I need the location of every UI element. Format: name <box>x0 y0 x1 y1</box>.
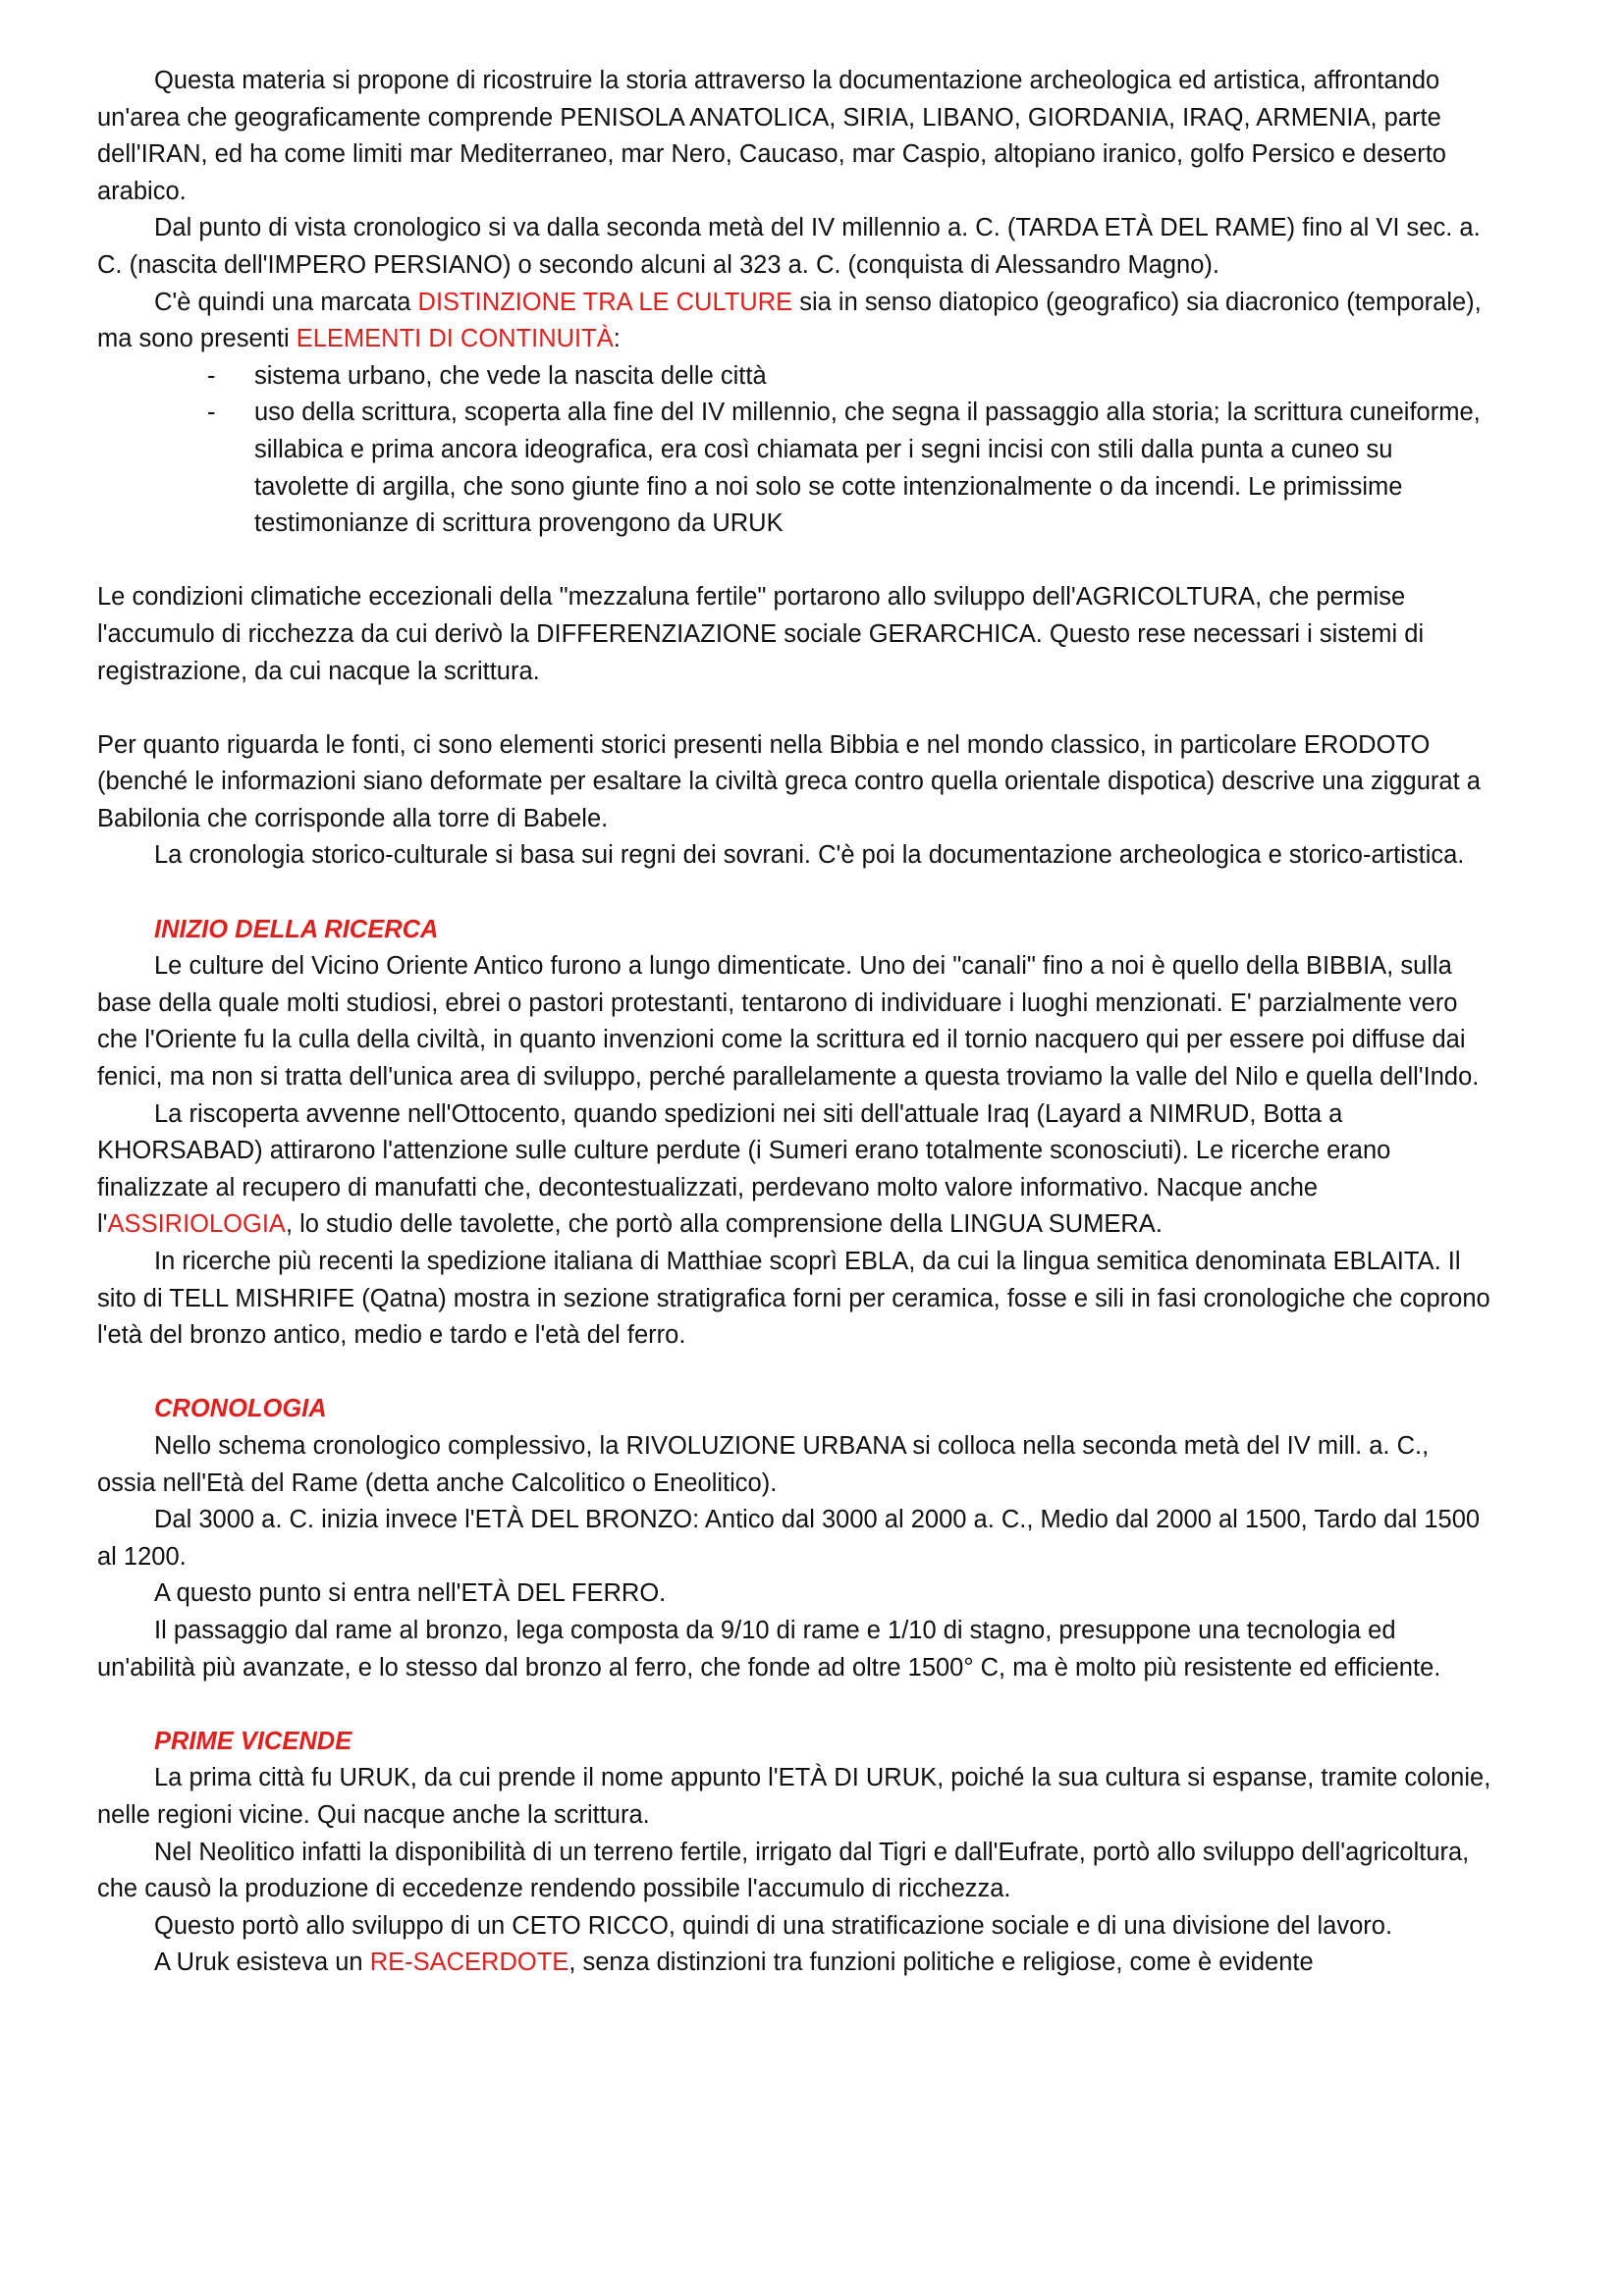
list-item <box>97 395 1491 542</box>
highlight-continuita: ELEMENTI DI CONTINUITÀ <box>296 325 614 353</box>
intro-paragraph-2: Dal punto di vista cronologico si va dalla seconda metà del IV millennio a. C. (TARDA ETÀ DEL RAME) fino al VI sec. a. C. (nascita dell'IMPERO PERSIANO) o secondo alcuni al 323 a. C. (conquista di Alessandro Magno). <box>97 214 1481 279</box>
vicende-p4-text-b: , senza distinzioni tra funzioni politiche e religiose, come è evidente <box>568 1949 1314 1977</box>
section-heading-cronologia: CRONOLOGIA <box>154 1395 327 1423</box>
ricerca-p2-text-b: , lo studio delle tavolette, che portò alla comprensione della LINGUA SUMERA. <box>285 1210 1163 1239</box>
vicende-p4-text-a: A Uruk esisteva un <box>154 1949 370 1977</box>
list-item-text: uso della scrittura, scoperta alla fine del IV millennio, che segna il passaggio alla storia; la scrittura cuneiforme, sillabica e prima ancora ideografica, era così chiamata per i segni incisi con stili dalla punta a cuneo su tavolette di argilla, che sono giunte fino a noi solo se cotte intenzionalmente o da incendi. Le primissime testimonianze di scrittura provengono da URUK <box>254 399 1481 538</box>
highlight-distinzione: DISTINZIONE TRA LE CULTURE <box>417 288 793 316</box>
vicende-paragraph-2: Nel Neolitico infatti la disponibilità di un terreno fertile, irrigato dal Tigri e dall'Eufrate, portò allo sviluppo dell'agricoltura, che causò la produzione di eccedenze rendendo possibile l'accumulo di ricchezza. <box>97 1838 1470 1903</box>
ricerca-paragraph-1: Le culture del Vicino Oriente Antico furono a lungo dimenticate. Uno dei "canali" fino a noi è quello della BIBBIA, sulla base della quale molti studiosi, ebrei o pastori protestanti, tentarono di individuare i luoghi menzionati. E' parzialmente vero che l'Oriente fu la culla della civiltà, in quanto invenzioni come la scrittura ed il tornio nacquero qui per essere poi diffuse dai fenici, ma non si tratta dell'unica area di sviluppo, perché parallelamente a questa troviamo la valle del Nilo e quella dell'Indo. <box>97 952 1480 1092</box>
cronologia-paragraph-1: Nello schema cronologico complessivo, la RIVOLUZIONE URBANA si colloca nella seconda metà del IV mill. a. C., ossia nell'Età del Rame (detta anche Calcolitico o Eneolitico). <box>97 1431 1430 1497</box>
vicende-paragraph-1: La prima città fu URUK, da cui prende il nome appunto l'ETÀ DI URUK, poiché la sua cultura si espanse, tramite colonie, nelle regioni vicine. Qui nacque anche la scrittura. <box>97 1764 1491 1829</box>
dash-bullet-icon: - <box>207 399 216 427</box>
ricerca-paragraph-2 <box>97 1096 1491 1244</box>
vicende-paragraph-3: Questo portò allo sviluppo di un CETO RICCO, quindi di una stratificazione sociale e di una divisione del lavoro. <box>154 1911 1393 1940</box>
intro-paragraph-1: Questa materia si propone di ricostruire la storia attraverso la documentazione archeologica ed artistica, affrontando un'area che geograficamente comprende PENISOLA ANATOLICA, SIRIA, LIBANO, GIORDANIA, IRAQ, ARMENIA, parte dell'IRAN, ed ha come limiti mar Mediterraneo, mar Nero, Caucaso, mar Caspio, altopiano iranico, golfo Persico e deserto arabico. <box>97 67 1446 205</box>
section-heading-vicende: PRIME VICENDE <box>154 1727 352 1755</box>
dash-bullet-icon: - <box>207 361 216 390</box>
intro-paragraph-4: Le condizioni climatiche eccezionali della "mezzaluna fertile" portarono allo sviluppo dell'AGRICOLTURA, che permise l'accumulo di ricchezza da cui derivò la DIFFERENZIAZIONE sociale GERARCHICA. Questo rese necessari i sistemi di registrazione, da cui nacque la scrittura. <box>97 583 1425 685</box>
intro-paragraph-5: Per quanto riguarda le fonti, ci sono elementi storici presenti nella Bibbia e nel mondo classico, in particolare ERODOTO (benché le informazioni siano deformate per esaltare la civiltà greca contro quella orientale dispotica) descrive una ziggurat a Babilonia che corrisponde alla torre di Babele. <box>97 730 1481 832</box>
section-heading-ricerca: INIZIO DELLA RICERCA <box>154 915 439 943</box>
intro-paragraph-6: La cronologia storico-culturale si basa sui regni dei sovrani. C'è poi la documentazione archeologica e storico-artistica. <box>154 841 1465 870</box>
cronologia-paragraph-4: Il passaggio dal rame al bronzo, lega composta da 9/10 di rame e 1/10 di stagno, presuppone una tecnologia ed un'abilità più avanzate, e lo stesso dal bronzo al ferro, che fonde ad oltre 1500° C, ma è molto più resistente ed efficiente. <box>97 1616 1441 1682</box>
highlight-assiriologia: ASSIRIOLOGIA <box>107 1210 286 1239</box>
list-item-text: sistema urbano, che vede la nascita delle città <box>254 361 767 390</box>
document-body <box>97 63 1491 1982</box>
highlight-re-sacerdote: RE-SACERDOTE <box>369 1949 569 1977</box>
intro-p3-text-b: sia in senso diatopico (geografico) sia diacronico (temporale), ma sono presenti <box>97 288 1482 353</box>
ricerca-p2-text-a: La riscoperta avvenne nell'Ottocento, quando spedizioni nei siti dell'attuale Iraq (Layard a NIMRUD, Botta a KHORSABAD) attirarono l'attenzione sulle culture perdute (i Sumeri erano totalmente sconosciuti). Le ricerche erano finalizzate al recupero di manufatti che, decontestualizzati, perdevano molto valore informativo. Nacque anche l' <box>97 1099 1391 1239</box>
cronologia-paragraph-2: Dal 3000 a. C. inizia invece l'ETÀ DEL BRONZO: Antico dal 3000 al 2000 a. C., Medio dal 2000 al 1500, Tardo dal 1500 al 1200. <box>97 1506 1481 1571</box>
intro-p3-text-c: : <box>613 325 621 353</box>
intro-paragraph-3 <box>97 285 1491 358</box>
intro-p3-text-a: C'è quindi una marcata <box>154 288 418 316</box>
vicende-paragraph-4 <box>97 1945 1491 1982</box>
cronologia-paragraph-3: A questo punto si entra nell'ETÀ DEL FERRO. <box>154 1579 667 1608</box>
ricerca-paragraph-3: In ricerche più recenti la spedizione italiana di Matthiae scoprì EBLA, da cui la lingua semitica denominata EBLAITA. Il sito di TELL MISHRIFE (Qatna) mostra in sezione stratigrafica forni per ceramica, fosse e sili in fasi cronologiche che coprono l'età del bronzo antico, medio e tardo e l'età del ferro. <box>97 1248 1490 1350</box>
continuity-list <box>97 358 1491 543</box>
list-item <box>97 358 1491 396</box>
